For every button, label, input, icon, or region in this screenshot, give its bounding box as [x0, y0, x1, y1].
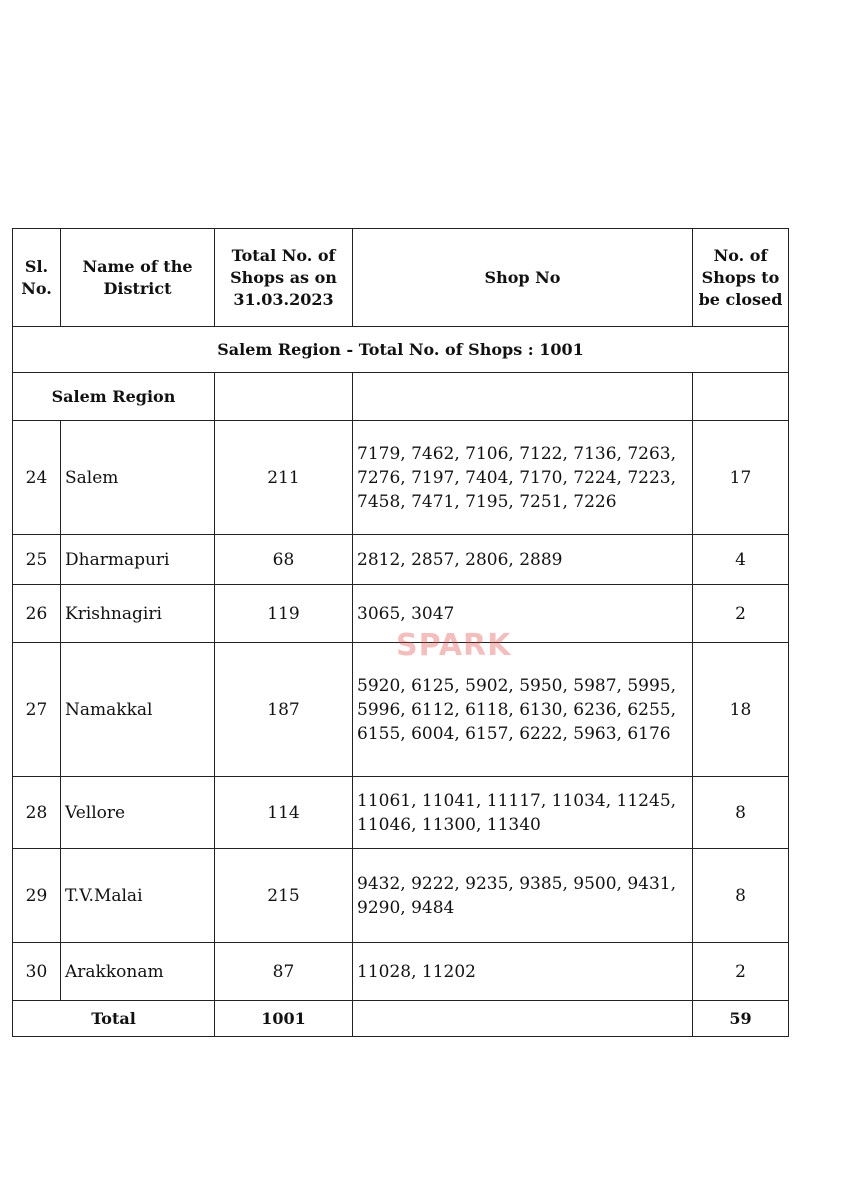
- total-label: Total: [13, 1001, 215, 1037]
- region-label: Salem Region: [13, 373, 215, 421]
- region-banner-row: [13, 327, 789, 373]
- row-closed: 8: [693, 849, 789, 943]
- row-closed: 4: [693, 535, 789, 585]
- row-total: 119: [215, 585, 353, 643]
- row-sl: 28: [13, 777, 61, 849]
- row-closed: 17: [693, 421, 789, 535]
- row-shop-numbers: 11061, 11041, 11117, 11034, 11245, 11046, 11300, 11340: [353, 777, 693, 849]
- row-shop-numbers: 9432, 9222, 9235, 9385, 9500, 9431, 9290, 9484: [353, 849, 693, 943]
- table-row: [13, 777, 789, 849]
- total-shops-value: 1001: [215, 1001, 353, 1037]
- row-total: 215: [215, 849, 353, 943]
- table-row: [13, 535, 789, 585]
- row-district: Namakkal: [61, 643, 215, 777]
- row-total: 87: [215, 943, 353, 1001]
- row-total: 187: [215, 643, 353, 777]
- row-closed: 8: [693, 777, 789, 849]
- row-shop-numbers: 11028, 11202: [353, 943, 693, 1001]
- region-total-cell: [215, 373, 353, 421]
- row-sl: 30: [13, 943, 61, 1001]
- row-shop-numbers: 7179, 7462, 7106, 7122, 7136, 7263, 7276, 7197, 7404, 7170, 7224, 7223, 7458, 7471, 7195, 7251, 7226: [353, 421, 693, 535]
- total-closed-value: 59: [693, 1001, 789, 1037]
- row-shop-numbers: 5920, 6125, 5902, 5950, 5987, 5995, 5996, 6112, 6118, 6130, 6236, 6255, 6155, 6004, 6157, 6222, 5963, 6176: [353, 643, 693, 777]
- region-label-row: [13, 373, 789, 421]
- row-sl: 29: [13, 849, 61, 943]
- row-district: Dharmapuri: [61, 535, 215, 585]
- spark-watermark: SPARK: [396, 628, 512, 663]
- region-shops-cell: [353, 373, 693, 421]
- table-row: [13, 421, 789, 535]
- header-row: [13, 229, 789, 327]
- total-row: [13, 1001, 789, 1037]
- row-sl: 27: [13, 643, 61, 777]
- row-district: Salem: [61, 421, 215, 535]
- row-closed: 18: [693, 643, 789, 777]
- row-sl: 24: [13, 421, 61, 535]
- total-shop-no-cell: [353, 1001, 693, 1037]
- row-shop-numbers: 3065, 3047: [353, 585, 693, 643]
- row-sl: 26: [13, 585, 61, 643]
- row-district: Vellore: [61, 777, 215, 849]
- row-total: 68: [215, 535, 353, 585]
- row-total: 211: [215, 421, 353, 535]
- header-to-close: No. of Shops to be closed: [693, 229, 789, 327]
- header-total-shops: Total No. of Shops as on 31.03.2023: [215, 229, 353, 327]
- region-closed-cell: [693, 373, 789, 421]
- row-district: T.V.Malai: [61, 849, 215, 943]
- table-row: [13, 849, 789, 943]
- region-banner: Salem Region - Total No. of Shops : 1001: [13, 327, 789, 373]
- table-row: [13, 943, 789, 1001]
- row-sl: 25: [13, 535, 61, 585]
- row-closed: 2: [693, 585, 789, 643]
- row-shop-numbers: 2812, 2857, 2806, 2889: [353, 535, 693, 585]
- header-district: Name of the District: [61, 229, 215, 327]
- row-closed: 2: [693, 943, 789, 1001]
- header-shop-no: Shop No: [353, 229, 693, 327]
- row-district: Arakkonam: [61, 943, 215, 1001]
- row-total: 114: [215, 777, 353, 849]
- row-district: Krishnagiri: [61, 585, 215, 643]
- header-sl-no: Sl. No.: [13, 229, 61, 327]
